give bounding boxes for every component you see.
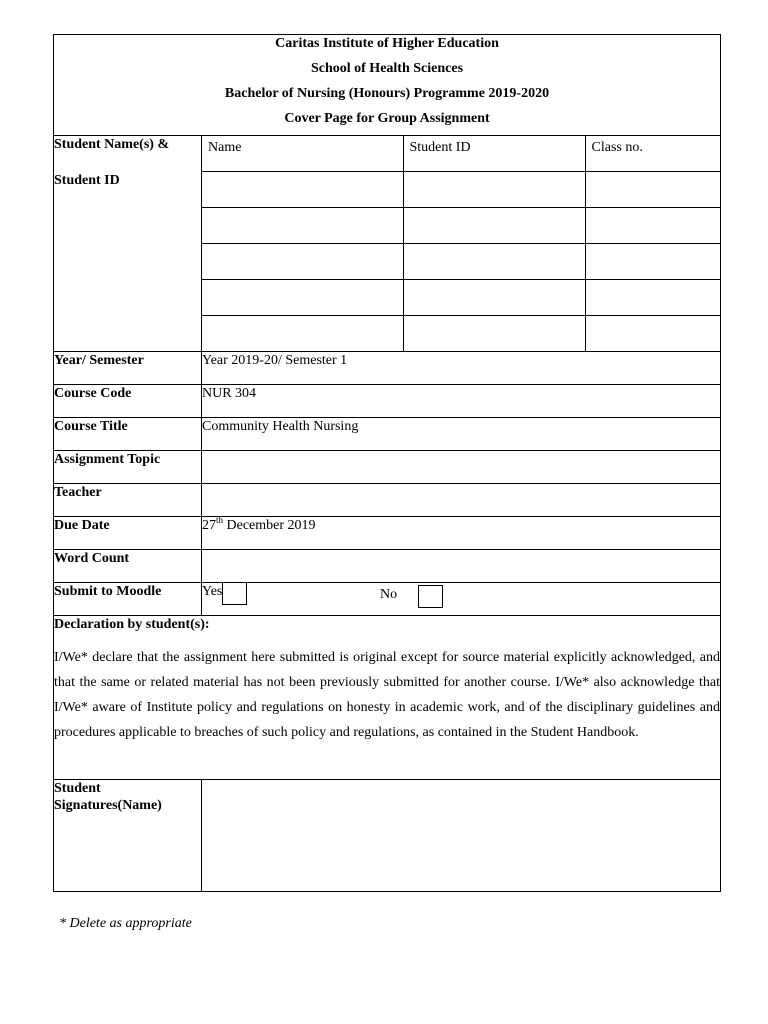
class-no-field[interactable] xyxy=(585,172,721,208)
students-table xyxy=(202,136,721,351)
due-date-day: 27 xyxy=(202,518,216,533)
student-name-field[interactable] xyxy=(202,316,403,352)
col-header-class-no: Class no. xyxy=(585,136,721,172)
signature-label-line2: Signatures(Name) xyxy=(54,798,162,813)
signature-label-line1: Student xyxy=(54,781,101,796)
course-code-label: Course Code xyxy=(54,385,202,418)
student-name-field[interactable] xyxy=(202,208,403,244)
teacher-field[interactable] xyxy=(202,484,721,517)
form-title: Cover Page for Group Assignment xyxy=(284,111,490,126)
declaration-text: I/We* declare that the assignment here submitted is original except for source material explicitly acknowledged, and that the same or related material has not been previously submitted for another course. I/We* also acknowledge that I/We* aware of Institute policy and regulations on honesty in academic work, and of the disciplinary guidelines and procedures applicable to breaches of such policy and regulations, as contained in the Student Handbook. xyxy=(54,650,720,740)
moodle-no-label: No xyxy=(380,587,398,602)
col-header-student-id: Student ID xyxy=(403,136,585,172)
students-label-line2: Student ID xyxy=(54,173,120,188)
programme-name: Bachelor of Nursing (Honours) Programme 2019-2020 xyxy=(224,86,550,101)
course-code-value[interactable]: NUR 304 xyxy=(202,385,721,418)
class-no-field[interactable] xyxy=(585,316,721,352)
students-label-cell xyxy=(54,136,202,352)
student-name-field[interactable] xyxy=(202,280,403,316)
course-title-value[interactable]: Community Health Nursing xyxy=(202,418,721,451)
word-count-label: Word Count xyxy=(54,550,202,583)
word-count-field[interactable] xyxy=(202,550,721,583)
student-id-field[interactable] xyxy=(403,316,585,352)
moodle-yes-checkbox[interactable] xyxy=(222,582,247,605)
moodle-no-option xyxy=(380,586,443,608)
student-row xyxy=(202,244,721,280)
assignment-topic-label: Assignment Topic xyxy=(54,451,202,484)
teacher-label: Teacher xyxy=(54,484,202,517)
signature-label-cell xyxy=(54,780,202,892)
student-id-field[interactable] xyxy=(403,208,585,244)
cover-page-form xyxy=(53,34,721,892)
student-row xyxy=(202,280,721,316)
student-id-field[interactable] xyxy=(403,172,585,208)
student-row xyxy=(202,316,721,352)
students-table-cell xyxy=(202,136,721,352)
class-no-field[interactable] xyxy=(585,280,721,316)
due-date-label: Due Date xyxy=(54,517,202,550)
year-semester-label: Year/ Semester xyxy=(54,352,202,385)
due-date-value[interactable] xyxy=(202,517,721,550)
institute-name: Caritas Institute of Higher Education xyxy=(275,36,499,51)
course-title-label: Course Title xyxy=(54,418,202,451)
submit-moodle-options xyxy=(202,583,721,616)
class-no-field[interactable] xyxy=(585,208,721,244)
student-row xyxy=(202,172,721,208)
moodle-no-checkbox[interactable] xyxy=(418,585,443,608)
moodle-yes-label: Yes xyxy=(202,584,223,599)
student-row xyxy=(202,208,721,244)
class-no-field[interactable] xyxy=(585,244,721,280)
student-id-field[interactable] xyxy=(403,280,585,316)
footnote: * Delete as appropriate xyxy=(59,916,192,931)
due-date-suffix: th xyxy=(216,515,224,525)
signature-field[interactable] xyxy=(202,780,721,892)
student-name-field[interactable] xyxy=(202,172,403,208)
student-name-field[interactable] xyxy=(202,244,403,280)
submit-moodle-label: Submit to Moodle xyxy=(54,583,202,616)
col-header-name: Name xyxy=(202,136,403,172)
students-label-line1: Student Name(s) & xyxy=(54,137,170,152)
form-header xyxy=(54,35,721,136)
declaration-section xyxy=(54,616,721,780)
year-semester-value[interactable]: Year 2019-20/ Semester 1 xyxy=(202,352,721,385)
due-date-rest: December 2019 xyxy=(223,518,316,533)
student-id-field[interactable] xyxy=(403,244,585,280)
declaration-title: Declaration by student(s): xyxy=(54,617,210,632)
assignment-topic-field[interactable] xyxy=(202,451,721,484)
school-name: School of Health Sciences xyxy=(310,61,464,76)
